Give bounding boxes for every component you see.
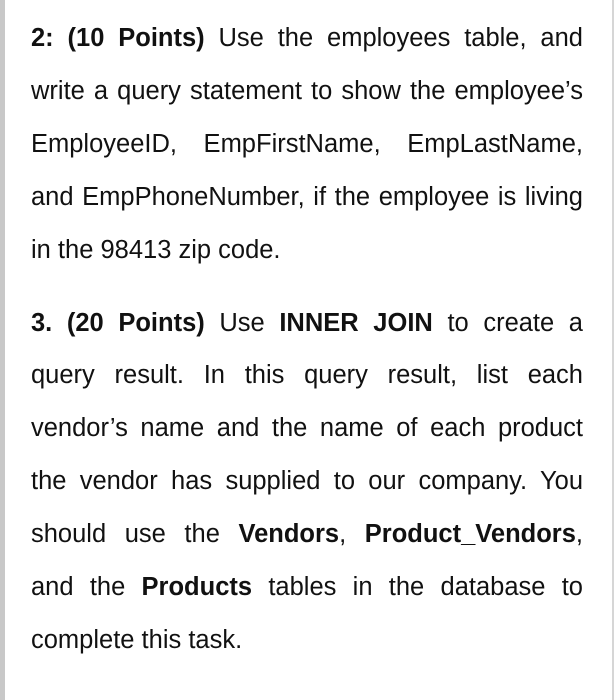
question-2-label: 2: (10 Points) — [31, 24, 205, 52]
products-table-name: Products — [141, 573, 253, 602]
question-3-text: , — [339, 520, 365, 549]
vendors-table-name: Vendors — [238, 520, 340, 549]
question-3-text: to create a query result. In this query result, list each vendor’s name and the name of each product the vendor has supplied to our company. You should use the — [31, 308, 583, 549]
left-page-border — [0, 0, 5, 700]
question-2-text: Use the employees table, and write a query statement to show the employee’s EmployeeID, EmpFirstName, EmpLastName, and EmpPhoneNumber, if the employee is living in the 98413 zip code. — [31, 24, 583, 264]
question-list — [31, 12, 583, 667]
question-3-text: Use — [204, 308, 280, 337]
question-3-text: , and the — [31, 520, 583, 602]
product-vendors-table-name: Product_Vendors — [364, 520, 576, 549]
question-3 — [31, 297, 583, 667]
question-3-text: tables in the database to complete this task. — [31, 573, 583, 654]
question-3-label: 3. (20 Points) — [31, 308, 205, 337]
question-2 — [31, 12, 583, 277]
inner-join-keyword: INNER JOIN — [279, 308, 433, 337]
